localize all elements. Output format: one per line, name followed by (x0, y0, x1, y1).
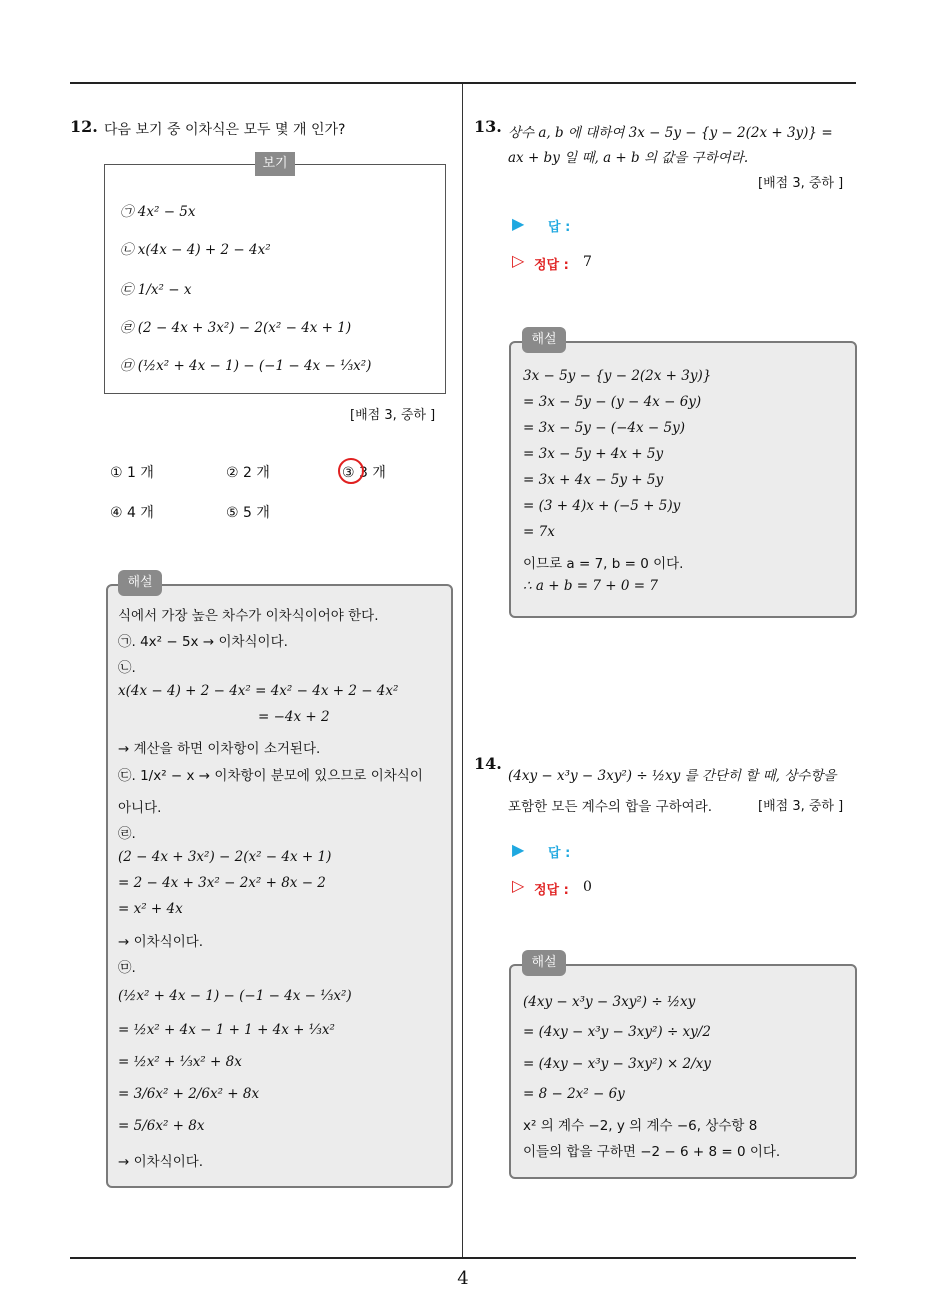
q14-key-value: 0 (583, 879, 592, 895)
q12-score: [배점 3, 중하 ] (350, 408, 436, 423)
solution-line: = (4xy − x³y − 3xy²) ÷ xy/2 (523, 1024, 711, 1040)
solution-line: = x² + 4x (118, 901, 183, 917)
q13-question-line2: ax + by 일 때, a + b 의 값을 구하여라. (508, 150, 749, 166)
choice-3[interactable]: ③ 3 개 (342, 465, 386, 481)
q14-question-line1: (4xy − x³y − 3xy²) ÷ ½xy 를 간단히 할 때, 상수항을 (508, 768, 837, 784)
q14-key-label: 정답 : (534, 883, 569, 898)
solution-line: = 8 − 2x² − 6y (523, 1086, 625, 1102)
solution-line: → 이차식이다. (118, 934, 204, 950)
solution-line: 아니다. (118, 800, 162, 816)
q14-number: 14. (474, 754, 502, 773)
key-arrow-icon: ▷ (512, 251, 525, 270)
solution-line: (½x² + 4x − 1) − (−1 − 4x − ⅓x²) (118, 988, 352, 1004)
choice-2[interactable]: ② 2 개 (226, 465, 270, 481)
answer-arrow-icon: ▶ (512, 840, 525, 859)
q14-question-line2: 포함한 모든 계수의 합을 구하여라. (508, 799, 713, 815)
column-divider (462, 84, 463, 1258)
solution-line: ㉠. 4x² − 5x → 이차식이다. (118, 634, 288, 650)
solution-line: = 3x − 5y + 4x + 5y (523, 446, 664, 462)
solution-line: = ½x² + 4x − 1 + 1 + 4x + ⅓x² (118, 1022, 335, 1038)
solution-line: 이들의 합을 구하면 −2 − 6 + 8 = 0 이다. (523, 1144, 781, 1160)
q14-solution-label: 해설 (522, 950, 566, 976)
solution-line: = 3/6x² + 2/6x² + 8x (118, 1086, 260, 1102)
solution-line: = 7x (523, 524, 555, 540)
bogi-item: ㉠ 4x² − 5x (120, 204, 196, 220)
solution-line: ∴ a + b = 7 + 0 = 7 (523, 578, 658, 594)
solution-line: = 3x − 5y − (−4x − 5y) (523, 420, 685, 436)
solution-line: (4xy − x³y − 3xy²) ÷ ½xy (523, 994, 696, 1010)
answer-arrow-icon: ▶ (512, 214, 525, 233)
solution-line: ㉣. (118, 826, 136, 842)
q14-answer-label: 답 : (548, 846, 571, 861)
solution-line: = 3x + 4x − 5y + 5y (523, 472, 664, 488)
solution-line: → 이차식이다. (118, 1154, 204, 1170)
choice-5[interactable]: ⑤ 5 개 (226, 505, 270, 521)
top-rule (70, 82, 856, 84)
solution-line: = −4x + 2 (258, 709, 330, 725)
q13-key-value: 7 (583, 254, 592, 270)
q13-score: [배점 3, 중하 ] (758, 176, 844, 191)
q12-solution-label: 해설 (118, 570, 162, 596)
solution-line: ㉤. (118, 960, 136, 976)
bogi-item: ㉢ 1/x² − x (120, 282, 192, 298)
q12-question: 다음 보기 중 이차식은 모두 몇 개 인가? (104, 122, 346, 138)
bogi-item: ㉤ (½x² + 4x − 1) − (−1 − 4x − ⅓x²) (120, 358, 372, 374)
key-arrow-icon: ▷ (512, 876, 525, 895)
solution-line: = (4xy − x³y − 3xy²) × 2/xy (523, 1056, 711, 1072)
q12-number: 12. (70, 117, 98, 136)
bottom-rule (70, 1257, 856, 1259)
q13-question-line1: 상수 a, b 에 대하여 3x − 5y − {y − 2(2x + 3y)} = (508, 125, 833, 141)
solution-line: = ½x² + ⅓x² + 8x (118, 1054, 242, 1070)
page-number: 4 (457, 1268, 469, 1289)
solution-line: → 계산을 하면 이차항이 소거된다. (118, 741, 321, 757)
solution-line: = 3x − 5y − (y − 4x − 6y) (523, 394, 702, 410)
solution-line: (2 − 4x + 3x²) − 2(x² − 4x + 1) (118, 849, 332, 865)
bogi-item: ㉡ x(4x − 4) + 2 − 4x² (120, 242, 271, 258)
solution-line: = 5/6x² + 8x (118, 1118, 205, 1134)
solution-line: x(4x − 4) + 2 − 4x² = 4x² − 4x + 2 − 4x² (118, 683, 399, 699)
q14-score: [배점 3, 중하 ] (758, 799, 844, 814)
solution-line: = 2 − 4x + 3x² − 2x² + 8x − 2 (118, 875, 326, 891)
bogi-item: ㉣ (2 − 4x + 3x²) − 2(x² − 4x + 1) (120, 320, 352, 336)
solution-line: 이므로 a = 7, b = 0 이다. (523, 556, 684, 572)
solution-line: ㉡. (118, 660, 136, 676)
q13-answer-label: 답 : (548, 220, 571, 235)
q13-number: 13. (474, 117, 502, 136)
solution-line: = (3 + 4)x + (−5 + 5)y (523, 498, 681, 514)
bogi-label: 보기 (255, 152, 295, 176)
q13-key-label: 정답 : (534, 258, 569, 273)
solution-line: 식에서 가장 높은 차수가 이차식이어야 한다. (118, 608, 379, 624)
q13-solution-label: 해설 (522, 327, 566, 353)
solution-line: 3x − 5y − {y − 2(2x + 3y)} (523, 368, 712, 384)
choice-4[interactable]: ④ 4 개 (110, 505, 154, 521)
solution-line: x² 의 계수 −2, y 의 계수 −6, 상수항 8 (523, 1118, 758, 1134)
choice-1[interactable]: ① 1 개 (110, 465, 154, 481)
selected-answer-mark (338, 458, 364, 484)
solution-line: ㉢. 1/x² − x → 이차항이 분모에 있으므로 이차식이 (118, 768, 423, 784)
